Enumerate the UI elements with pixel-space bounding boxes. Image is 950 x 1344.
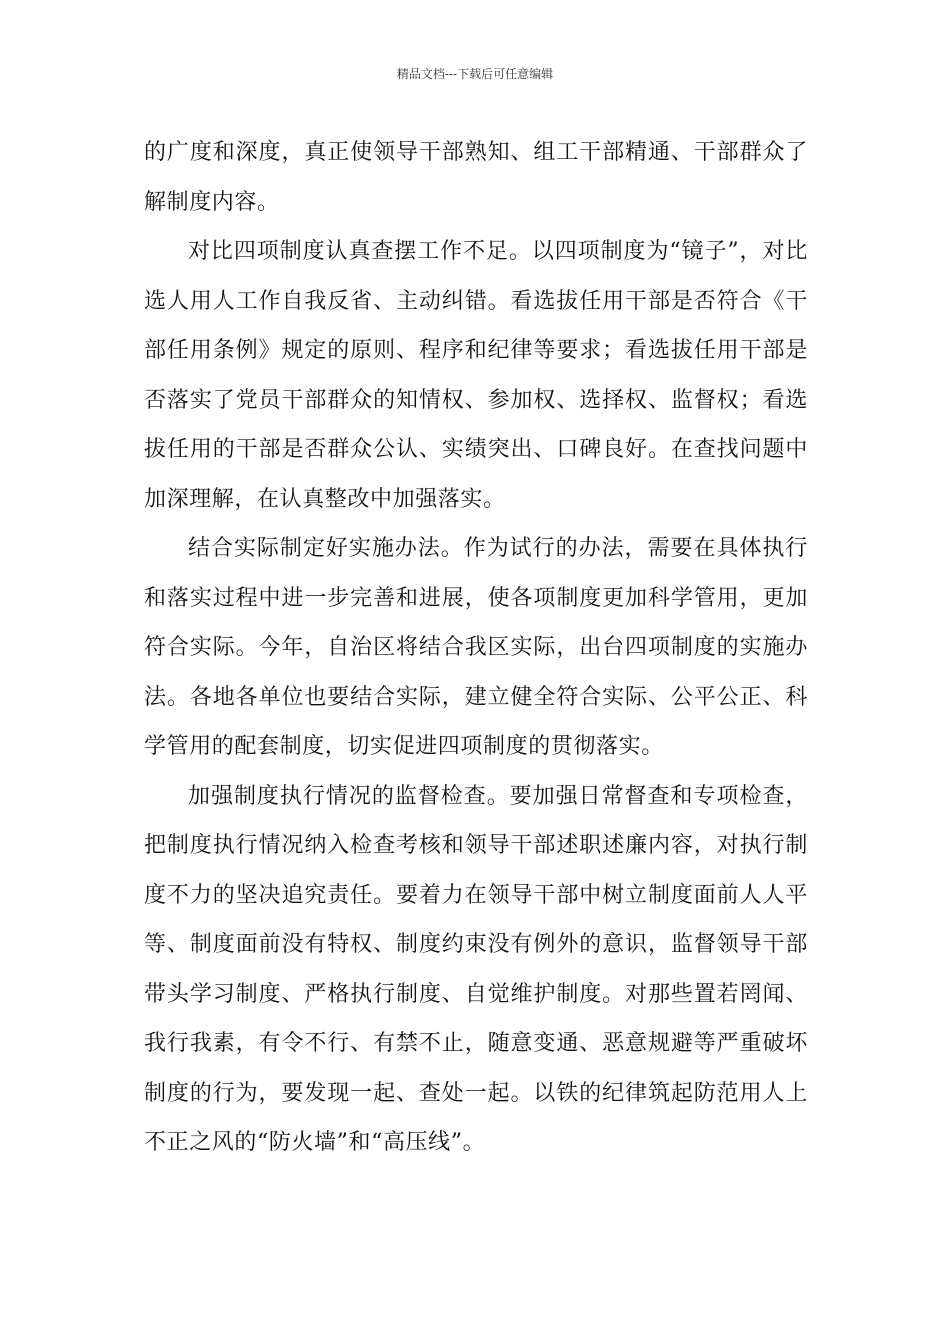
paragraph-continued: 的广度和深度，真正使领导干部熟知、组工干部精通、干部群众了解制度内容。 (144, 140, 808, 215)
paragraph-compare-four-systems: 对比四项制度认真查摆工作不足。以四项制度为“镜子”，对比选人用人工作自我反省、主动纠错。看选拔任用干部是否符合《干部任用条例》规定的原则、程序和纪律等要求；看选拔任用干部是否落实了党员干部群众的知情权、参加权、选择权、监督权；看选拔任用的干部是否群众公认、实绩突出、口碑良好。在查找问题中加深理解，在认真整改中加强落实。 (144, 239, 808, 512)
page-header: 精品文档---下载后可任意编辑 (396, 67, 554, 81)
document-body (144, 128, 808, 1168)
paragraph-implementation-measures: 结合实际制定好实施办法。作为试行的办法，需要在具体执行和落实过程中进一步完善和进展，使各项制度更加科学管用，更加符合实际。今年，自治区将结合我区实际，出台四项制度的实施办法。各地各单位也要结合实际，建立健全符合实际、公平公正、科学管用的配套制度，切实促进四项制度的贯彻落实。 (144, 536, 808, 759)
paragraph-supervision-inspection: 加强制度执行情况的监督检查。要加强日常督查和专项检查，把制度执行情况纳入检查考核和领导干部述职述廉内容，对执行制度不力的坚决追究责任。要着力在领导干部中树立制度面前人人平等、制度面前没有特权、制度约束没有例外的意识，监督领导干部带头学习制度、严格执行制度、自觉维护制度。对那些置若罔闻、我行我素，有令不行、有禁不止，随意变通、恶意规避等严重破坏制度的行为，要发现一起、查处一起。以铁的纪律筑起防范用人上不正之风的“防火墙”和“高压线”。 (144, 783, 808, 1155)
